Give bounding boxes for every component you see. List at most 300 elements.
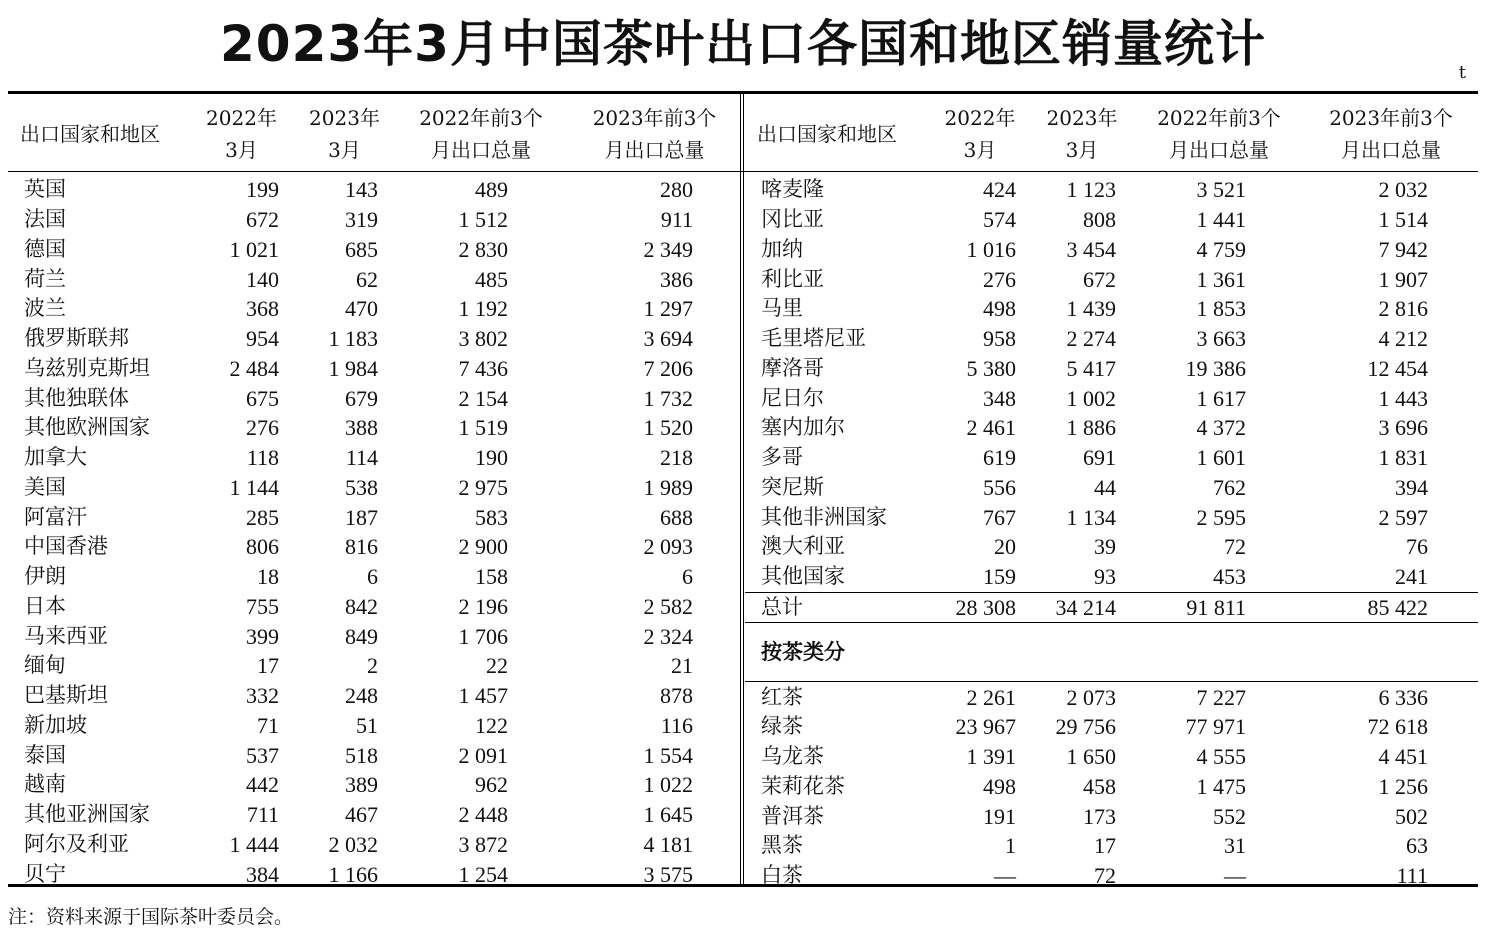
table-row bbox=[8, 859, 743, 889]
header-c2-l2: 3月 bbox=[328, 138, 361, 162]
cell-2023-q1: 21 bbox=[671, 653, 693, 679]
cell-2023-mar: 6 bbox=[367, 564, 378, 590]
cell-2022-q1: 91 811 bbox=[1134, 592, 1304, 623]
cell-2023-q1: 2 349 bbox=[643, 236, 693, 262]
header-c2 bbox=[293, 93, 396, 175]
cell-name: 喀麦隆 bbox=[761, 177, 824, 202]
cell-2023-q1: 2 093 bbox=[643, 534, 693, 560]
cell-2023-mar: 1 984 bbox=[328, 355, 378, 381]
table-row bbox=[745, 562, 1478, 592]
table-row bbox=[745, 235, 1478, 265]
cell-2022-q1: 3 521 bbox=[1196, 177, 1246, 203]
cell-name: 中国香港 bbox=[24, 534, 108, 559]
cell-2022-q1: 1 361 bbox=[1196, 266, 1246, 292]
cell-2023-mar: 72 bbox=[1094, 863, 1116, 889]
unit-label: t bbox=[1458, 62, 1466, 83]
cell-2022-q1: 1 519 bbox=[458, 415, 508, 441]
header-c3-right-l1: 2022年前3个 bbox=[1157, 106, 1281, 130]
cell-2023-q1: 1 256 bbox=[1378, 773, 1428, 799]
table-row bbox=[8, 324, 743, 354]
cell-2023-q1: 76 bbox=[1406, 534, 1428, 560]
header-c4-right-l1: 2023年前3个 bbox=[1329, 106, 1453, 130]
cell-2022-q1: 2 595 bbox=[1196, 504, 1246, 530]
cell-name: 塞内加尔 bbox=[761, 415, 845, 440]
cell-2022-mar: 672 bbox=[246, 207, 279, 233]
cell-2023-q1: 280 bbox=[660, 177, 693, 203]
cell-2022-mar: 332 bbox=[246, 683, 279, 709]
cell-2022-mar: 2 261 bbox=[966, 684, 1016, 710]
table-row bbox=[8, 800, 743, 830]
table-row bbox=[8, 413, 743, 443]
table-row bbox=[745, 473, 1478, 503]
left-table bbox=[8, 93, 743, 889]
cell-2023-q1: 502 bbox=[1395, 803, 1428, 829]
table-row bbox=[8, 621, 743, 651]
tea-row bbox=[745, 772, 1478, 802]
cell-2022-q1: 1 441 bbox=[1196, 207, 1246, 233]
cell-2023-q1: 2 032 bbox=[1378, 177, 1428, 203]
cell-2022-mar: 348 bbox=[983, 385, 1016, 411]
cell-2022-mar: 1 391 bbox=[966, 744, 1016, 770]
cell-2023-mar: 467 bbox=[345, 802, 378, 828]
cell-2022-mar: 498 bbox=[983, 773, 1016, 799]
table-row bbox=[8, 562, 743, 592]
cell-2023-mar: 93 bbox=[1094, 564, 1116, 590]
cell-2022-q1: 2 196 bbox=[458, 593, 508, 619]
cell-2022-q1: 583 bbox=[475, 504, 508, 530]
section-row bbox=[745, 623, 1478, 682]
cell-2022-mar: 2 461 bbox=[966, 415, 1016, 441]
cell-2023-q1: 4 181 bbox=[643, 831, 693, 857]
header-c1 bbox=[190, 93, 293, 175]
table-row bbox=[745, 383, 1478, 413]
cell-2023-mar: 143 bbox=[345, 177, 378, 203]
cell-2022-mar: 23 967 bbox=[955, 714, 1016, 740]
cell-2022-mar: 498 bbox=[983, 296, 1016, 322]
table-row bbox=[745, 532, 1478, 562]
table-row bbox=[8, 175, 743, 205]
cell-2023-mar: 173 bbox=[1083, 803, 1116, 829]
cell-2023-mar: 842 bbox=[345, 593, 378, 619]
cell-2023-mar: 1 886 bbox=[1066, 415, 1116, 441]
tea-row bbox=[745, 861, 1478, 891]
table-row bbox=[745, 294, 1478, 324]
cell-2023-mar: 389 bbox=[345, 772, 378, 798]
cell-name: 乌兹别克斯坦 bbox=[24, 355, 150, 380]
cell-2022-q1: 19 386 bbox=[1185, 355, 1246, 381]
cell-2022-mar: 675 bbox=[246, 385, 279, 411]
cell-name: 波兰 bbox=[24, 296, 66, 321]
cell-2023-q1: 6 bbox=[682, 564, 693, 590]
cell-2023-q1: 386 bbox=[660, 266, 693, 292]
header-c3-l2: 月出口总量 bbox=[431, 138, 531, 162]
cell-2023-mar: 2 032 bbox=[328, 831, 378, 857]
tea-row bbox=[745, 831, 1478, 861]
cell-2023-q1: 7 942 bbox=[1378, 236, 1428, 262]
tea-row bbox=[745, 712, 1478, 742]
cell-name: 冈比亚 bbox=[761, 207, 824, 232]
cell-2022-mar: 1 021 bbox=[229, 236, 279, 262]
cell-2022-q1: 1 853 bbox=[1196, 296, 1246, 322]
header-c4-right bbox=[1304, 93, 1478, 175]
cell-2022-q1: 4 555 bbox=[1196, 744, 1246, 770]
cell-2023-mar: 518 bbox=[345, 742, 378, 768]
cell-2022-mar: 368 bbox=[246, 296, 279, 322]
cell-2023-q1: 2 582 bbox=[643, 593, 693, 619]
cell-2022-q1: 2 900 bbox=[458, 534, 508, 560]
cell-2022-mar: 5 380 bbox=[966, 355, 1016, 381]
cell-2022-q1: 762 bbox=[1213, 474, 1246, 500]
cell-2022-q1: 31 bbox=[1224, 833, 1246, 859]
cell-2023-mar: 849 bbox=[345, 623, 378, 649]
cell-name: 加拿大 bbox=[24, 445, 87, 470]
cell-name: 总计 bbox=[745, 592, 930, 623]
cell-2023-mar: 685 bbox=[345, 236, 378, 262]
cell-2023-mar: 1 134 bbox=[1066, 504, 1116, 530]
cell-2023-mar: 1 123 bbox=[1066, 177, 1116, 203]
header-c2-right-l2: 3月 bbox=[1065, 138, 1099, 162]
header-c3-right bbox=[1134, 93, 1304, 175]
table-row bbox=[8, 443, 743, 473]
cell-2022-q1: 158 bbox=[475, 564, 508, 590]
cell-2023-q1: 116 bbox=[660, 712, 693, 738]
cell-2022-q1: 1 706 bbox=[458, 623, 508, 649]
cell-2023-q1: 6 336 bbox=[1378, 684, 1428, 710]
cell-2022-q1: 4 759 bbox=[1196, 236, 1246, 262]
cell-name: 普洱茶 bbox=[761, 803, 824, 828]
cell-name: 红茶 bbox=[761, 684, 803, 709]
cell-2022-q1: 7 227 bbox=[1196, 684, 1246, 710]
cell-name: 伊朗 bbox=[24, 564, 66, 589]
cell-2023-q1: 85 422 bbox=[1304, 592, 1478, 623]
cell-name: 绿茶 bbox=[761, 714, 803, 739]
table-row bbox=[8, 592, 743, 622]
cell-2023-mar: 39 bbox=[1094, 534, 1116, 560]
cell-2023-mar: 17 bbox=[1094, 833, 1116, 859]
cell-2023-q1: 4 451 bbox=[1378, 744, 1428, 770]
cell-2022-mar: 28 308 bbox=[930, 592, 1030, 623]
cell-2022-mar: 2 484 bbox=[229, 355, 279, 381]
cell-2023-mar: 458 bbox=[1083, 773, 1116, 799]
cell-name: 日本 bbox=[24, 593, 66, 618]
cell-name: 其他国家 bbox=[761, 564, 845, 589]
cell-2023-q1: 1 514 bbox=[1378, 207, 1428, 233]
cell-name: 泰国 bbox=[24, 742, 66, 767]
cell-2022-mar: 442 bbox=[246, 772, 279, 798]
table-row bbox=[745, 264, 1478, 294]
cell-2023-q1: 394 bbox=[1395, 474, 1428, 500]
table-row bbox=[8, 830, 743, 860]
table-row bbox=[8, 502, 743, 532]
cell-2022-mar: 140 bbox=[246, 266, 279, 292]
cell-2023-mar: 51 bbox=[356, 712, 378, 738]
header-c4-l1: 2023年前3个 bbox=[592, 106, 717, 130]
cell-2022-mar: 767 bbox=[983, 504, 1016, 530]
cell-2023-mar: 470 bbox=[345, 296, 378, 322]
cell-name: 德国 bbox=[24, 236, 66, 261]
header-c1-right-l2: 3月 bbox=[963, 138, 997, 162]
header-name: 出口国家和地区 bbox=[20, 122, 160, 146]
table-row bbox=[8, 651, 743, 681]
cell-name: 法国 bbox=[24, 207, 66, 232]
cell-2023-q1: 12 454 bbox=[1367, 355, 1428, 381]
cell-2023-mar: 5 417 bbox=[1066, 355, 1116, 381]
cell-2023-mar: 1 650 bbox=[1066, 744, 1116, 770]
cell-2022-q1: 22 bbox=[486, 653, 508, 679]
cell-2023-mar: 248 bbox=[345, 683, 378, 709]
cell-2023-mar: 1 166 bbox=[328, 861, 378, 887]
cell-2023-q1: 1 907 bbox=[1378, 266, 1428, 292]
cell-2022-q1: 72 bbox=[1224, 534, 1246, 560]
cell-name: 荷兰 bbox=[24, 266, 66, 291]
cell-2022-mar: 191 bbox=[983, 803, 1016, 829]
cell-name: 澳大利亚 bbox=[761, 534, 845, 559]
cell-2022-mar: 1 144 bbox=[229, 474, 279, 500]
cell-2023-q1: 1 989 bbox=[643, 474, 693, 500]
cell-2023-q1: 2 816 bbox=[1378, 296, 1428, 322]
cell-2023-mar: 1 002 bbox=[1066, 385, 1116, 411]
cell-name: 新加坡 bbox=[24, 712, 87, 737]
cell-name: 乌龙茶 bbox=[761, 744, 824, 769]
table-row bbox=[8, 235, 743, 265]
cell-2023-q1: 72 618 bbox=[1367, 714, 1428, 740]
table-row bbox=[8, 205, 743, 235]
cell-2022-q1: 1 475 bbox=[1196, 773, 1246, 799]
cell-2023-mar: 34 214 bbox=[1030, 592, 1134, 623]
cell-2022-q1: 122 bbox=[475, 712, 508, 738]
cell-2022-q1: 1 457 bbox=[458, 683, 508, 709]
cell-name: 阿富汗 bbox=[24, 504, 87, 529]
cell-2022-mar: 755 bbox=[246, 593, 279, 619]
cell-2022-q1: 2 448 bbox=[458, 802, 508, 828]
cell-2022-mar: — bbox=[994, 863, 1016, 889]
cell-2023-q1: 1 022 bbox=[643, 772, 693, 798]
page-title: 2023年3月中国茶叶出口各国和地区销量统计 bbox=[220, 15, 1266, 73]
cell-2022-mar: 1 444 bbox=[229, 831, 279, 857]
cell-2023-mar: 114 bbox=[345, 445, 378, 471]
table-row bbox=[745, 324, 1478, 354]
cell-name: 贝宁 bbox=[24, 861, 66, 886]
cell-name: 摩洛哥 bbox=[761, 355, 824, 380]
cell-2023-mar: 1 439 bbox=[1066, 296, 1116, 322]
header-c1-right-l1: 2022年 bbox=[944, 106, 1016, 130]
table-row bbox=[8, 711, 743, 741]
cell-2022-q1: 1 512 bbox=[458, 207, 508, 233]
cell-name: 英国 bbox=[24, 177, 66, 202]
cell-2022-mar: 276 bbox=[983, 266, 1016, 292]
header-c2-right bbox=[1030, 93, 1134, 175]
cell-2022-q1: 1 617 bbox=[1196, 385, 1246, 411]
cell-2022-q1: 3 663 bbox=[1196, 326, 1246, 352]
cell-2023-mar: 679 bbox=[345, 385, 378, 411]
cell-2023-q1: 911 bbox=[660, 207, 693, 233]
cell-2022-q1: 3 802 bbox=[458, 326, 508, 352]
cell-name: 突尼斯 bbox=[761, 474, 824, 499]
table-row bbox=[745, 205, 1478, 235]
cell-2023-q1: 4 212 bbox=[1378, 326, 1428, 352]
center-divider-2 bbox=[743, 93, 744, 884]
cell-2022-mar: 285 bbox=[246, 504, 279, 530]
cell-2022-q1: 7 436 bbox=[458, 355, 508, 381]
cell-2023-q1: 2 324 bbox=[643, 623, 693, 649]
cell-2023-q1: 3 696 bbox=[1378, 415, 1428, 441]
cell-2023-mar: 2 274 bbox=[1066, 326, 1116, 352]
cell-2023-q1: 1 831 bbox=[1378, 445, 1428, 471]
cell-2022-q1: 2 154 bbox=[458, 385, 508, 411]
header-c3-right-l2: 月出口总量 bbox=[1169, 138, 1269, 162]
cell-2023-q1: 1 554 bbox=[643, 742, 693, 768]
header-c3-l1: 2022年前3个 bbox=[419, 106, 543, 130]
cell-2022-mar: 71 bbox=[257, 712, 279, 738]
cell-2023-q1: 878 bbox=[660, 683, 693, 709]
cell-2022-q1: 1 601 bbox=[1196, 445, 1246, 471]
cell-2022-mar: 1 016 bbox=[966, 236, 1016, 262]
cell-name: 多哥 bbox=[761, 445, 803, 470]
table-row bbox=[745, 175, 1478, 205]
header-c1-right bbox=[930, 93, 1030, 175]
cell-2022-q1: 1 192 bbox=[458, 296, 508, 322]
cell-2022-mar: 424 bbox=[983, 177, 1016, 203]
table-row bbox=[8, 473, 743, 503]
table-row bbox=[8, 354, 743, 384]
cell-2022-mar: 159 bbox=[983, 564, 1016, 590]
cell-2023-q1: 7 206 bbox=[643, 355, 693, 381]
tea-row bbox=[745, 742, 1478, 772]
cell-2023-q1: 241 bbox=[1395, 564, 1428, 590]
left-header-row bbox=[8, 93, 743, 175]
cell-2023-mar: 187 bbox=[345, 504, 378, 530]
header-c3 bbox=[396, 93, 566, 175]
table-row bbox=[8, 294, 743, 324]
header-c1-l1: 2022年 bbox=[206, 106, 277, 130]
table-row bbox=[8, 264, 743, 294]
cell-2022-q1: — bbox=[1224, 863, 1246, 889]
cell-2023-q1: 3 575 bbox=[643, 861, 693, 887]
cell-2022-q1: 2 975 bbox=[458, 474, 508, 500]
header-name-right: 出口国家和地区 bbox=[757, 122, 897, 146]
cell-name: 缅甸 bbox=[24, 653, 66, 678]
cell-2023-q1: 1 297 bbox=[643, 296, 693, 322]
tea-row bbox=[745, 801, 1478, 831]
cell-2023-mar: 2 bbox=[367, 653, 378, 679]
cell-2022-q1: 552 bbox=[1213, 803, 1246, 829]
cell-2023-q1: 111 bbox=[1396, 863, 1428, 889]
cell-2022-mar: 18 bbox=[257, 564, 279, 590]
cell-2022-mar: 399 bbox=[246, 623, 279, 649]
cell-2022-mar: 1 bbox=[1005, 833, 1016, 859]
header-c1-l2: 3月 bbox=[225, 138, 258, 162]
cell-2023-q1: 688 bbox=[660, 504, 693, 530]
cell-2022-mar: 537 bbox=[246, 742, 279, 768]
cell-name: 马里 bbox=[761, 296, 803, 321]
table-row bbox=[745, 443, 1478, 473]
cell-2022-mar: 118 bbox=[246, 445, 279, 471]
header-c2-right-l1: 2023年 bbox=[1046, 106, 1118, 130]
cell-2023-q1: 218 bbox=[660, 445, 693, 471]
cell-2022-q1: 4 372 bbox=[1196, 415, 1246, 441]
cell-2022-mar: 574 bbox=[983, 207, 1016, 233]
table-row bbox=[8, 532, 743, 562]
cell-2022-q1: 962 bbox=[475, 772, 508, 798]
cell-2023-mar: 388 bbox=[345, 415, 378, 441]
cell-2022-q1: 2 830 bbox=[458, 236, 508, 262]
cell-name: 其他亚洲国家 bbox=[24, 802, 150, 827]
cell-name: 毛里塔尼亚 bbox=[761, 326, 866, 351]
cell-name: 其他独联体 bbox=[24, 385, 129, 410]
cell-2023-q1: 1 645 bbox=[643, 802, 693, 828]
table-row bbox=[8, 770, 743, 800]
left-table-body bbox=[8, 175, 743, 889]
right-table-body bbox=[745, 175, 1478, 891]
source-note: 注：资料来源于国际茶叶委员会。 bbox=[8, 906, 294, 928]
cell-2023-q1: 1 732 bbox=[643, 385, 693, 411]
cell-2022-mar: 806 bbox=[246, 534, 279, 560]
table-row bbox=[745, 502, 1478, 532]
cell-2022-mar: 954 bbox=[246, 326, 279, 352]
cell-2023-q1: 1 520 bbox=[643, 415, 693, 441]
table-row bbox=[745, 413, 1478, 443]
cell-2022-q1: 485 bbox=[475, 266, 508, 292]
cell-name: 阿尔及利亚 bbox=[24, 831, 129, 856]
cell-2022-q1: 489 bbox=[475, 177, 508, 203]
cell-2023-q1: 2 597 bbox=[1378, 504, 1428, 530]
cell-name: 马来西亚 bbox=[24, 623, 108, 648]
cell-name: 巴基斯坦 bbox=[24, 683, 108, 708]
cell-2022-mar: 276 bbox=[246, 415, 279, 441]
cell-2022-mar: 17 bbox=[257, 653, 279, 679]
cell-2022-q1: 77 971 bbox=[1185, 714, 1246, 740]
cell-2023-q1: 63 bbox=[1406, 833, 1428, 859]
cell-2023-mar: 1 183 bbox=[328, 326, 378, 352]
cell-name: 其他欧洲国家 bbox=[24, 415, 150, 440]
cell-name: 利比亚 bbox=[761, 266, 824, 291]
table-row bbox=[8, 681, 743, 711]
cell-2022-mar: 20 bbox=[994, 534, 1016, 560]
cell-name: 茉莉花茶 bbox=[761, 773, 845, 798]
tea-row bbox=[745, 682, 1478, 712]
cell-2022-mar: 958 bbox=[983, 326, 1016, 352]
cell-name: 加纳 bbox=[761, 236, 803, 261]
table-row bbox=[8, 740, 743, 770]
cell-2023-mar: 29 756 bbox=[1055, 714, 1116, 740]
cell-2022-mar: 199 bbox=[246, 177, 279, 203]
cell-2022-mar: 711 bbox=[246, 802, 279, 828]
cell-2022-q1: 2 091 bbox=[458, 742, 508, 768]
cell-2023-mar: 2 073 bbox=[1066, 684, 1116, 710]
right-table bbox=[745, 93, 1478, 891]
cell-2023-mar: 3 454 bbox=[1066, 236, 1116, 262]
cell-2023-mar: 808 bbox=[1083, 207, 1116, 233]
section-label: 按茶类分 bbox=[745, 623, 1478, 682]
cell-name: 白茶 bbox=[761, 863, 803, 888]
cell-2023-mar: 44 bbox=[1094, 474, 1116, 500]
cell-2023-mar: 672 bbox=[1083, 266, 1116, 292]
cell-name: 美国 bbox=[24, 474, 66, 499]
header-c4-right-l2: 月出口总量 bbox=[1341, 138, 1441, 162]
cell-2023-q1: 1 443 bbox=[1378, 385, 1428, 411]
cell-2022-q1: 3 872 bbox=[458, 831, 508, 857]
cell-2023-mar: 538 bbox=[345, 474, 378, 500]
cell-2022-mar: 384 bbox=[246, 861, 279, 887]
cell-2023-mar: 691 bbox=[1083, 445, 1116, 471]
header-c2-l1: 2023年 bbox=[309, 106, 380, 130]
header-c4-l2: 月出口总量 bbox=[604, 138, 705, 162]
cell-2023-mar: 816 bbox=[345, 534, 378, 560]
cell-2022-q1: 1 254 bbox=[458, 861, 508, 887]
cell-2023-q1: 3 694 bbox=[643, 326, 693, 352]
table-row bbox=[8, 383, 743, 413]
cell-name: 俄罗斯联邦 bbox=[24, 326, 129, 351]
